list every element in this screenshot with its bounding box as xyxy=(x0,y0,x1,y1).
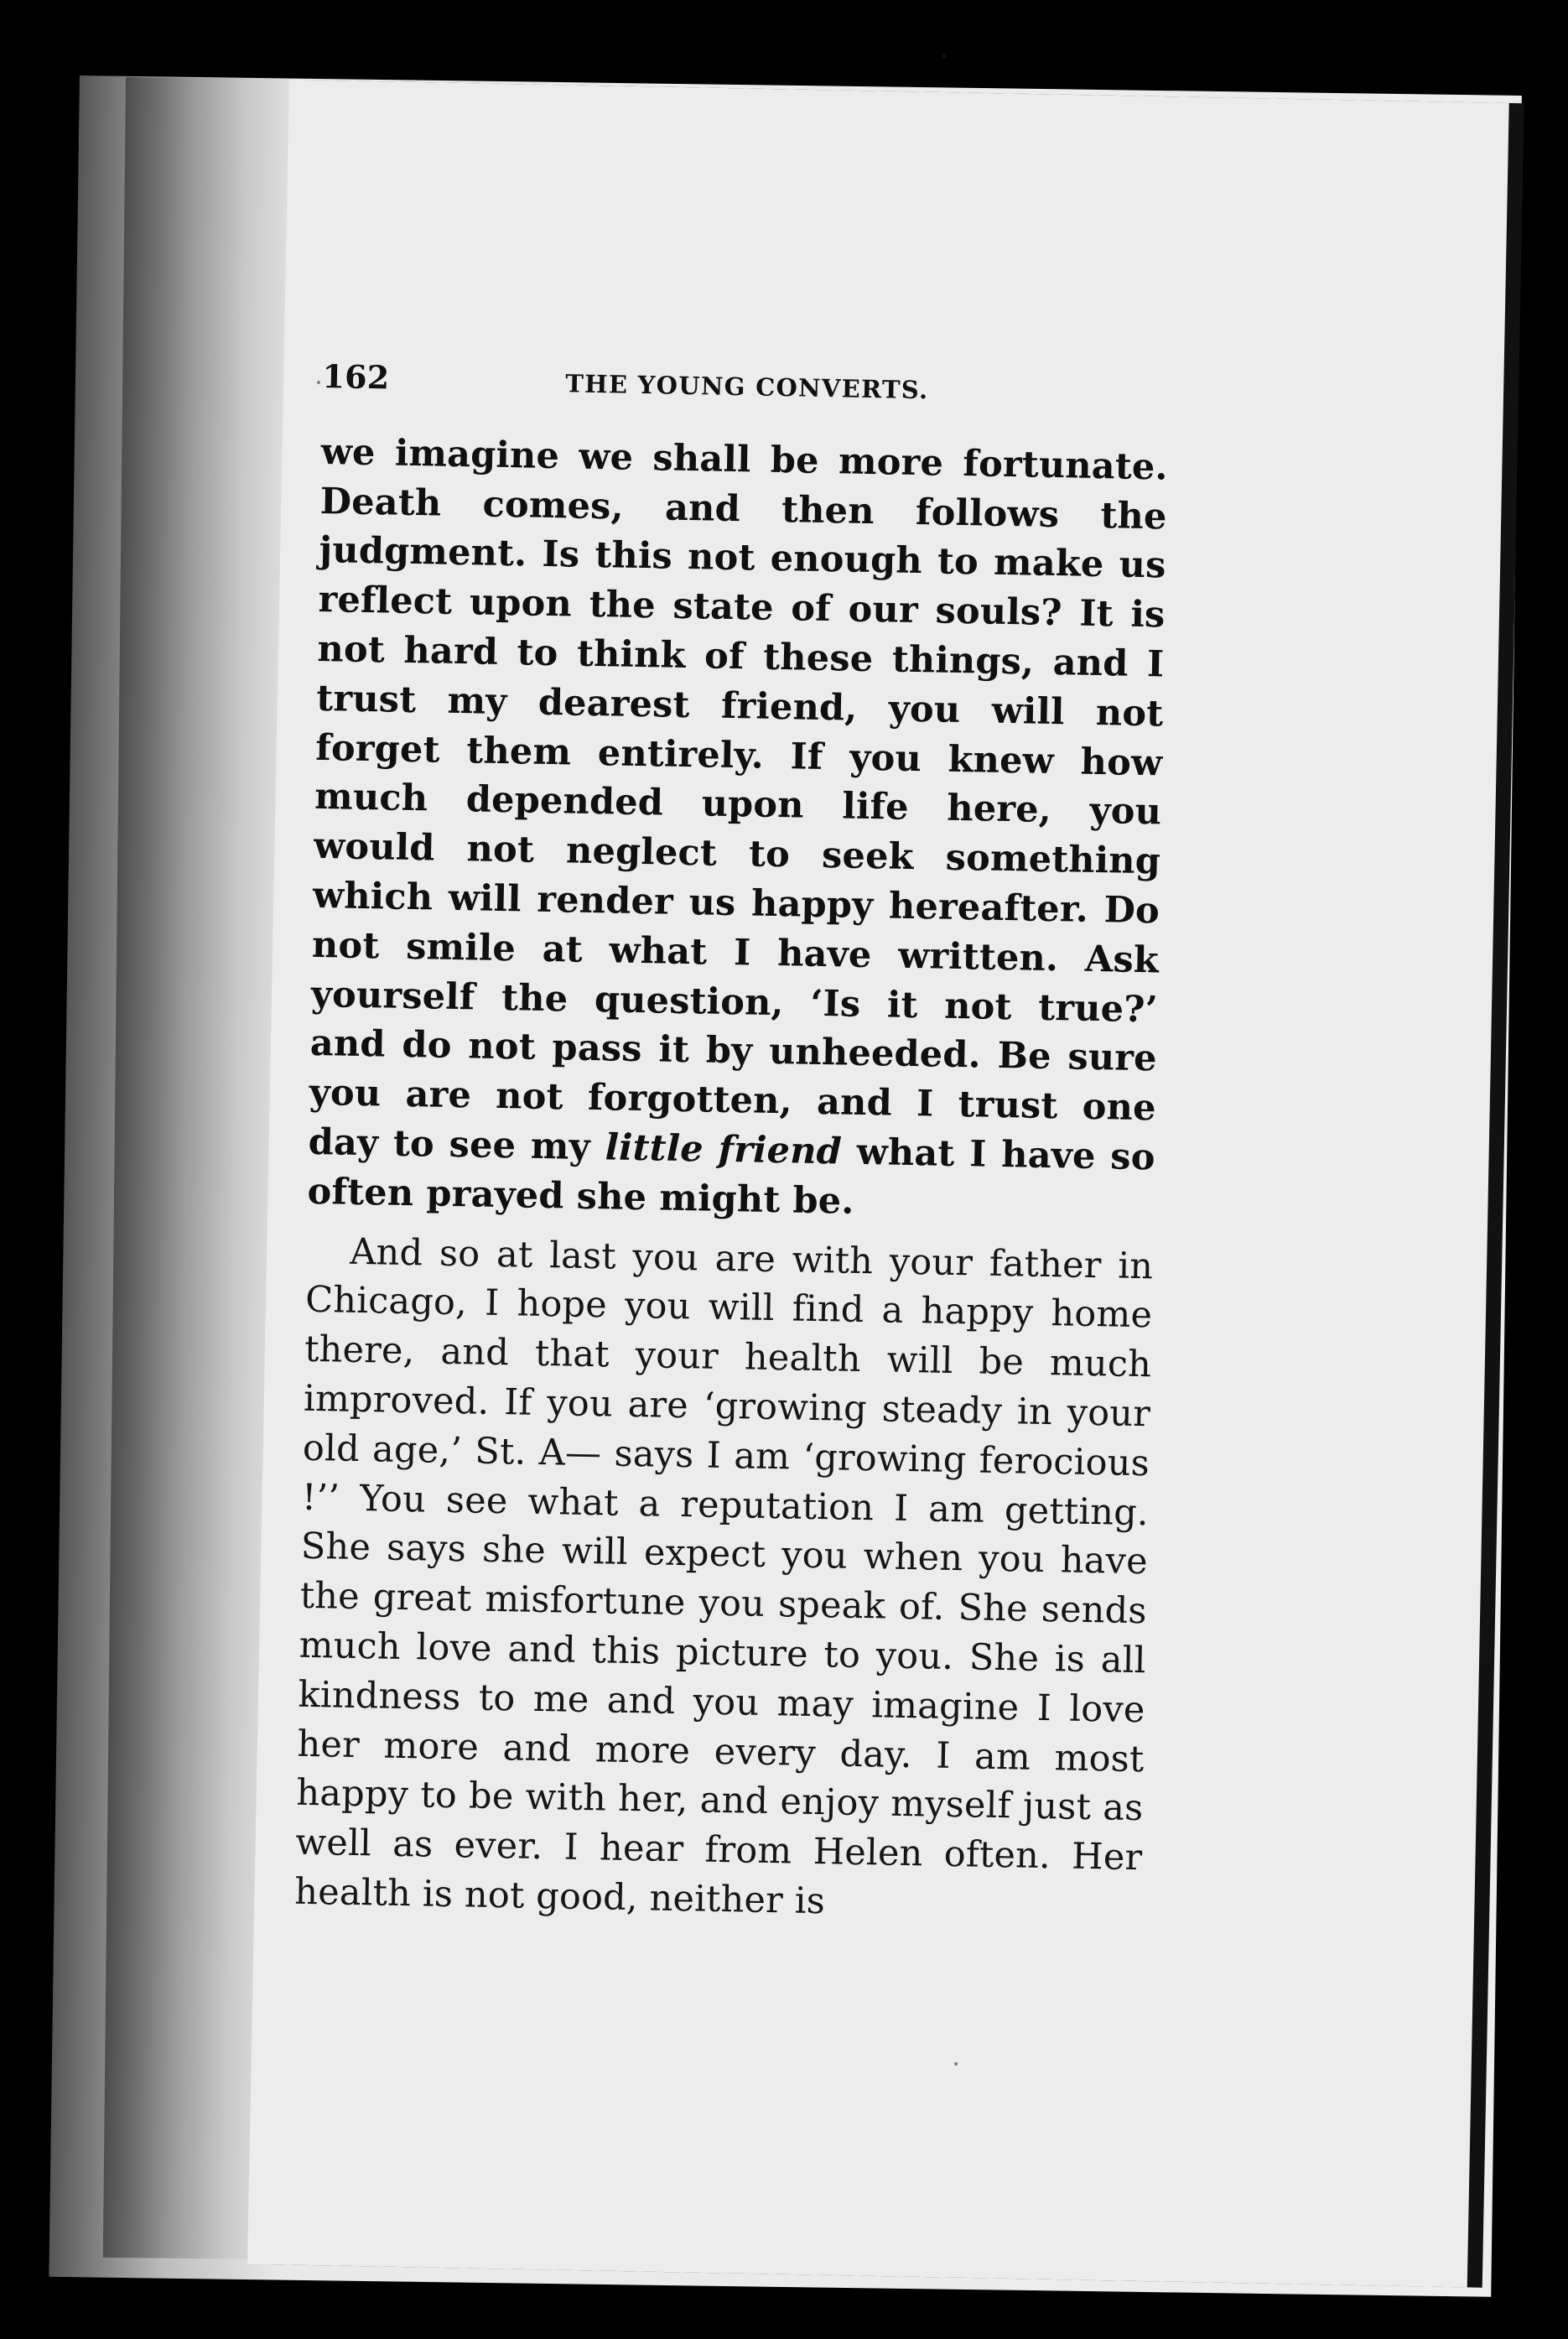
paragraph-second: And so at last you are with your father in Chicago, I hope you will find a happy home there, and that your health will be much improved. If you are ‘growing steady in your old age,’ St. A— says I am ‘growing ferocious !’’ You see what a reputation I am getting. She says she will expect you when you have the great misfortune you speak of. She sends much love and this picture to you. She is all kindness to me and you may imagine I love her more and more every day. I am most happy to be with her, and enjoy myself just as well as ever. I hear from Helen often. Her health is not good, neither is xyxy=(293,1230,1154,1923)
paragraph-first-ending: what I have so often prayed she might be. xyxy=(307,1131,1156,1223)
italic-phrase: little friend xyxy=(605,1126,843,1173)
paragraph-first xyxy=(307,428,1168,1232)
dust-speck xyxy=(942,55,946,58)
dust-speck xyxy=(954,2062,958,2066)
page-number: 162 xyxy=(322,356,390,397)
running-title: THE YOUNG CONVERTS. xyxy=(565,369,929,405)
dust-speck xyxy=(317,381,320,384)
paragraph-first-text: we imagine we shall be more fortunate. Death comes, and then follows the judgment. Is this not enough to make us reflect upon the state of our souls? It is not hard to think of these things, and I trust my dearest friend, you will not forget them entirely. If you knew how much depended upon life here, you would not neglect to seek something which will render us happy hereafter. Do not smile at what I have written. Ask yourself the question, ‘Is it not true?’ and do not pass it by unheeded. Be sure you are not forgotten, and I trust one day to see my xyxy=(308,430,1169,1169)
page-text-block xyxy=(294,352,1170,1932)
